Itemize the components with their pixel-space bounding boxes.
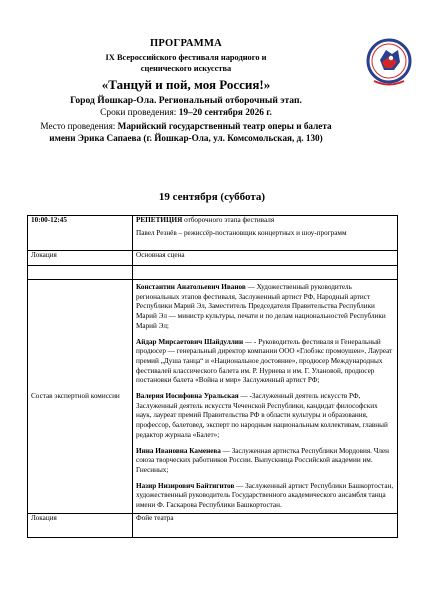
day-heading: 19 сентября (суббота) xyxy=(158,191,266,203)
jury-member-name: Валерия Иосифовна Уральская xyxy=(136,392,239,401)
dates-value: 19–20 сентября 2026 г. xyxy=(178,108,272,118)
jury-member-name: Айдар Мирсаетович Шайдуллин xyxy=(136,337,244,346)
empty-cell xyxy=(133,266,398,280)
jury-member xyxy=(136,482,394,511)
dates xyxy=(10,108,362,118)
empty-cell xyxy=(28,266,133,280)
venue xyxy=(10,121,362,144)
rehearsal-lead: Павел Резнёв – режиссёр-постановщик концертных и шоу-программ xyxy=(136,228,347,237)
festival-description xyxy=(10,52,362,74)
jury-member-desc: — Художественный руководитель региональных этапов фестиваля, Заслуженный артист РФ, Народный артист Республики Марий Эл, Заместитель Председателя Правительства Республики Марий Эл — министр культуры, печати и по делам национальностей Республики Марий Эл; xyxy=(136,283,386,330)
rehearsal-title: РЕПЕТИЦИЯ xyxy=(136,216,183,224)
festival-line-1: IX Всероссийского фестиваля народного и xyxy=(105,53,267,62)
jury-member-desc: — - Руководитель фестиваля и Генеральный продюсер — генеральный директор компании ООО «Глобэкс промоушен», Лауреат премий „Душа танца“ и «Национальное достояние», продюсер Международных фестивалей классического балета им. Р. Нуриева и им. Г. Улановой, продюсер постановки балета «Война и мир» Заслуженный артист РФ; xyxy=(136,337,393,385)
jury-member-name: Константин Анатольевич Иванов xyxy=(136,283,246,291)
venue-line-2: имени Эрика Сапаева (г. Йошкар-Ола, ул. Комсомольская, д. 130) xyxy=(49,132,323,143)
table-row xyxy=(28,280,398,514)
time-cell: 10:00-12:45 xyxy=(28,216,133,251)
dates-label: Сроки проведения: xyxy=(100,108,179,118)
jury-member xyxy=(136,283,394,332)
program-title: ПРОГРАММА xyxy=(149,38,223,49)
schedule-table xyxy=(27,215,398,538)
table-row xyxy=(28,513,398,537)
festival-emblem-icon xyxy=(364,36,414,94)
jury-member xyxy=(136,338,394,387)
location-value: Фойе театра xyxy=(133,513,398,537)
jury-member-name: Назир Низирович Байтигитов xyxy=(136,481,235,490)
jury-member-desc: — Заслуженный артист Республики Башкортостан, художественный руководитель Государственного академического ансамбля танца имени Ф. Гаскарова Республики Башкортостан. xyxy=(136,481,394,510)
jury-member-name: Инна Ивановна Каменева xyxy=(136,446,221,455)
rehearsal-cell xyxy=(133,216,398,251)
venue-label: Место проведения: xyxy=(40,121,118,131)
location-value: Основная сцена xyxy=(133,251,398,266)
jury-label: Состав экспертной комиссии xyxy=(28,280,133,514)
jury-member xyxy=(136,447,394,476)
jury-member-desc: — Заслуженная артистка Республики Мордовия. Член союза творческих работников России. Выпускница Российской академии им. Гнесиных; xyxy=(136,446,390,474)
jury-member xyxy=(136,392,394,441)
jury-list xyxy=(133,280,398,514)
venue-line-1: Марийский государственный театр оперы и балета xyxy=(117,121,332,131)
festival-name: «Танцуй и пой, моя Россия!» xyxy=(101,77,271,92)
table-row xyxy=(28,216,398,251)
city-stage: Город Йошкар-Ола. Региональный отборочный этап. xyxy=(70,95,302,106)
festival-line-2: сценического искусства xyxy=(140,64,232,73)
table-row xyxy=(28,266,398,280)
table-row xyxy=(28,251,398,266)
location-label: Локация xyxy=(28,251,133,266)
location-label: Локация xyxy=(28,513,133,537)
rehearsal-subtitle: отборочного этапа фестиваля xyxy=(182,216,275,224)
jury-member-desc: — -Заслуженный деятель искусств РФ, Заслуженный деятель искусств Чеченской Республики, кандидат философских наук, лауреат премий Правительства РФ в области культуры и образования, профессор, балетовед, эксперт по народным национальным коллективам, главный редактор журнала «Балет»; xyxy=(136,392,388,439)
